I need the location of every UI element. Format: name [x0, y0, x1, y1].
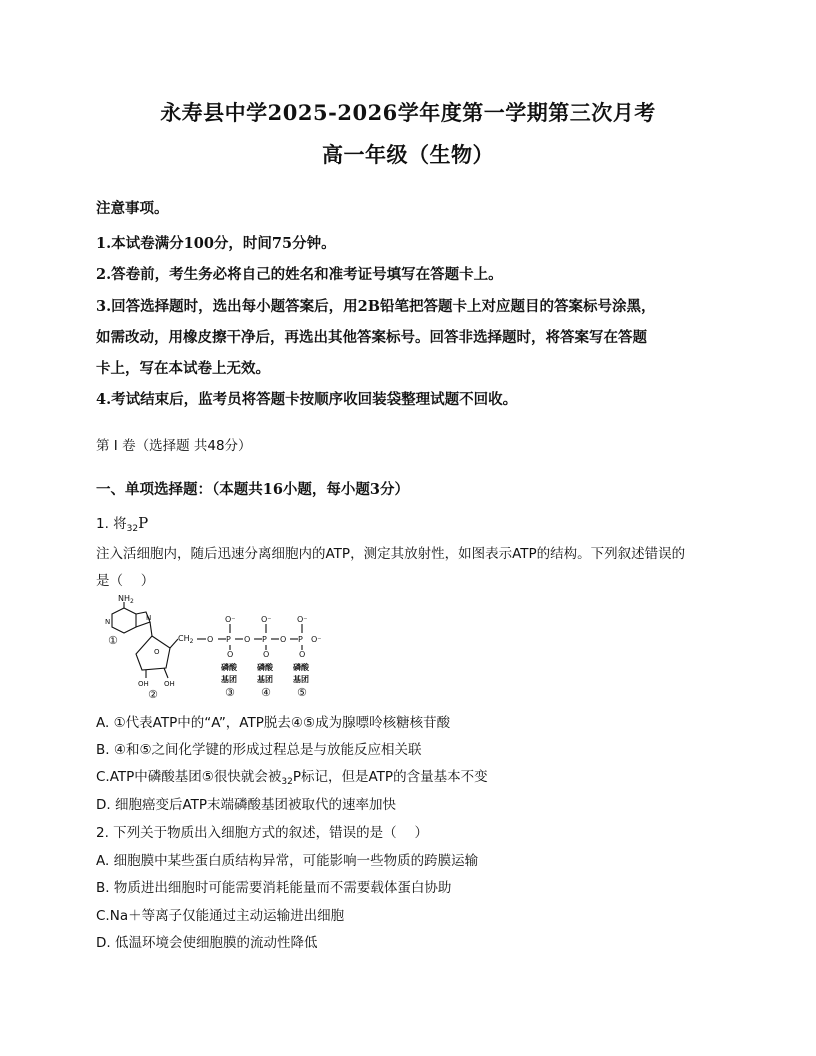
nitrogen-label: N: [146, 614, 152, 622]
notice-item: 1.本试卷满分100分，时间75分钟。: [96, 235, 336, 252]
atp-structure-diagram: [96, 594, 336, 704]
exam-subtitle: 高一年级（生物）: [322, 142, 494, 167]
nh2-label: $NH_2$: [118, 594, 134, 605]
notice-item: 2.答卷前，考生务必将自己的姓名和准考证号填写在答题卡上。: [96, 266, 503, 283]
ch2-label: $CH_2$: [178, 634, 194, 645]
hydroxyl-label: OH: [164, 680, 175, 688]
question-1-stem-end: 是（ ）: [96, 573, 155, 589]
phosphate-label-bottom: 基团: [293, 675, 309, 684]
bridge-oxygen-label: O: [280, 635, 287, 644]
nitrogen-label: N: [105, 618, 111, 626]
phosphorus-label: P: [262, 635, 267, 644]
hydroxyl-label: OH: [138, 680, 149, 688]
notice-item: 3.回答选择题时，选出每小题答案后，用2B铅笔把答题卡上对应题目的答案标号涂黑，: [96, 298, 656, 315]
marker-4: ④: [261, 686, 271, 699]
question-1-option-b: B. ④和⑤之间化学键的形成过程总是与放能反应相关联: [96, 742, 422, 758]
question-1-option-c: [96, 765, 488, 787]
double-bond-oxygen-label: O: [263, 650, 270, 659]
phosphorus-label: P: [226, 635, 231, 644]
phosphate-label-bottom: 基团: [257, 675, 273, 684]
phosphate-label-top: 磷酸: [221, 663, 237, 672]
question-1-option-a: A. ①代表ATP中的“A”，ATP脱去④⑤成为腺嘌呤核糖核苷酸: [96, 715, 451, 731]
double-bond-oxygen-label: O: [227, 650, 234, 659]
option-c-start: C.ATP中磷酸基团⑤很快就会被: [96, 769, 282, 785]
exam-title: 永寿县中学2025-2026学年度第一学期第三次月考: [160, 100, 656, 125]
double-bond-oxygen-label: O: [299, 650, 306, 659]
phosphate-label-top: 磷酸: [293, 663, 309, 672]
top-oxygen-label: O⁻: [225, 615, 236, 624]
notice-heading: 注意事项。: [96, 200, 169, 217]
option-c-end: P标记，但是ATP的含量基本不变: [292, 769, 488, 785]
phosphorus-label: P: [298, 635, 303, 644]
top-oxygen-label: O⁻: [261, 615, 272, 624]
terminal-oxygen-label: O⁻: [311, 635, 322, 644]
option-c-isotope-mass: 32: [281, 777, 293, 787]
marker-5: ⑤: [297, 686, 307, 699]
isotope-mass: 32: [126, 524, 139, 534]
phosphate-label-top: 磷酸: [257, 663, 273, 672]
question-2-option-c: C.Na＋等离子仅能通过主动运输进出细胞: [96, 908, 345, 924]
marker-2: ②: [148, 688, 158, 701]
notice-item: 4.考试结束后，监考员将答题卡按顺序收回装袋整理试题不回收。: [96, 391, 518, 408]
question-1-option-d: D. 细胞癌变后ATP末端磷酸基团被取代的速率加快: [96, 797, 397, 813]
question-2-option-a: A. 细胞膜中某些蛋白质结构异常，可能影响一些物质的跨膜运输: [96, 853, 479, 869]
part-label: 第 I 卷（选择题 共48分）: [96, 438, 252, 454]
question-1-prefix: [96, 512, 148, 534]
bridge-oxygen-label: O: [207, 635, 214, 644]
ring-oxygen-label: O: [154, 648, 160, 656]
bridge-oxygen-label: O: [244, 635, 251, 644]
question-2-option-b: B. 物质进出细胞时可能需要消耗能量而不需要载体蛋白协助: [96, 880, 452, 896]
marker-1: ①: [108, 634, 118, 647]
notice-item: 卡上，写在本试卷上无效。: [96, 360, 270, 377]
isotope-element: P: [138, 514, 149, 532]
question-1-number: 1. 将: [96, 516, 127, 532]
question-2-option-d: D. 低温环境会使细胞膜的流动性降低: [96, 935, 318, 951]
top-oxygen-label: O⁻: [297, 615, 308, 624]
section-heading: 一、单项选择题：（本题共16小题，每小题3分）: [96, 481, 410, 498]
notice-item: 如需改动，用橡皮擦干净后，再选出其他答案标号。回答非选择题时，将答案写在答题: [96, 329, 647, 346]
marker-3: ③: [225, 686, 235, 699]
question-2-stem: 2. 下列关于物质出入细胞方式的叙述，错误的是（ ）: [96, 825, 428, 841]
phosphate-label-bottom: 基团: [221, 675, 237, 684]
question-1-stem: 注入活细胞内，随后迅速分离细胞内的ATP，测定其放射性，如图表示ATP的结构。下列叙述错误的: [96, 546, 686, 562]
